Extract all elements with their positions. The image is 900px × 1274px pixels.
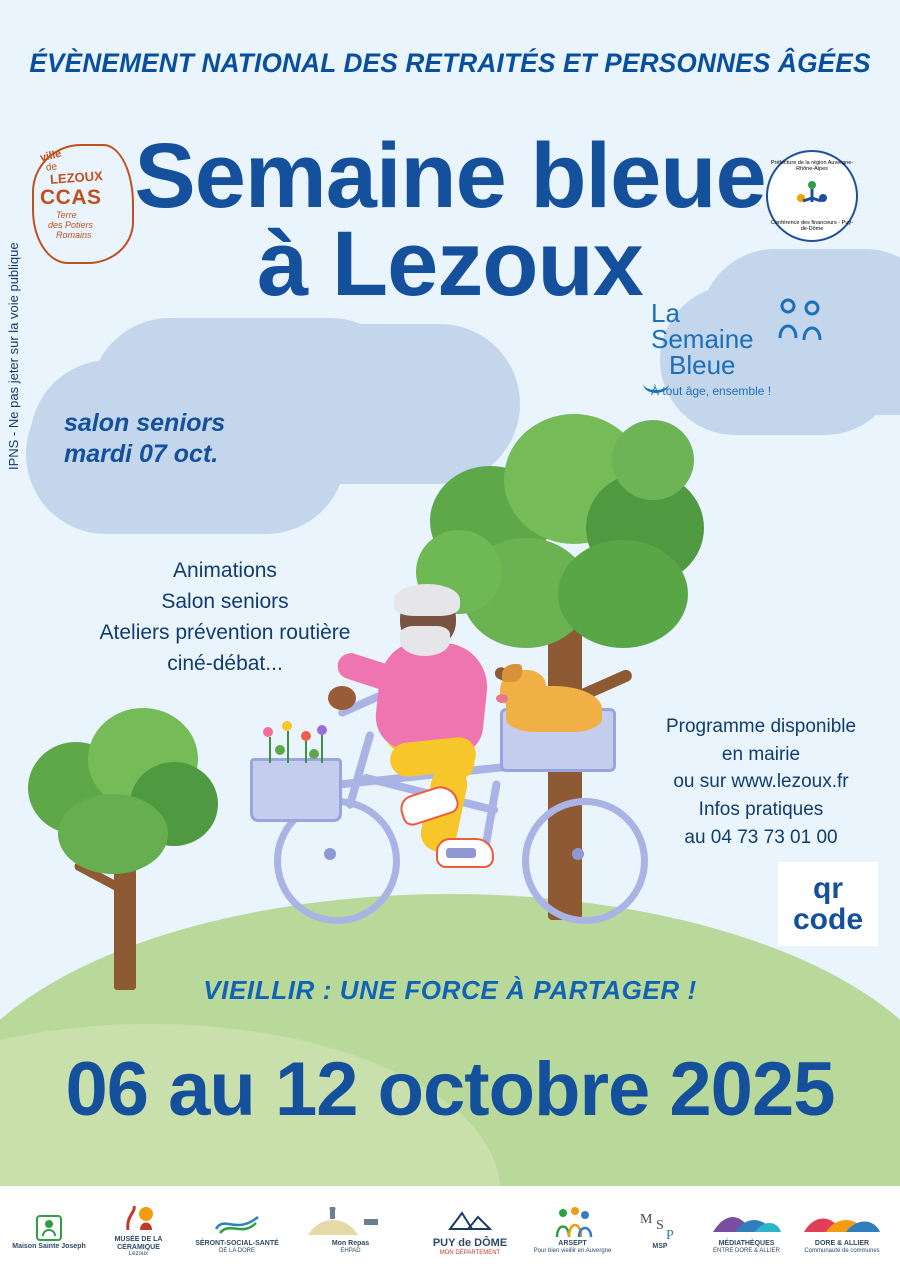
ccas-logo-ville: ville [38, 147, 63, 165]
svg-text:S: S [656, 1218, 664, 1234]
partner-logo [792, 1206, 892, 1255]
partner-logo-name: MUSÉE DE LA CÉRAMIQUE [114, 1235, 163, 1251]
partner-logo [619, 1209, 701, 1251]
flower-stem [305, 741, 307, 763]
rider-glove [328, 686, 356, 710]
partner-logo-name: SÉRONT-SOCIAL-SANTÉ [195, 1239, 279, 1247]
partner-logo-sub: ENTRE DORE & ALLIER [712, 1247, 781, 1254]
flower [275, 745, 285, 755]
partner-logo-sub: DE LA DORE [218, 1247, 255, 1254]
info-line: Infos pratiques [698, 799, 824, 821]
bicycle-rear-hub [324, 848, 336, 860]
bicycle-front-wheel [522, 798, 648, 924]
ccas-logo-lezoux: LEZOUX [49, 168, 104, 187]
mountain-icon [416, 1203, 524, 1237]
two-people-icon [770, 296, 830, 344]
dore-allier-waves-icon [794, 1206, 890, 1240]
salon-seniors-block [64, 408, 225, 471]
bicycle-fork [345, 730, 375, 809]
partner-logo-sub: Communauté de communes [804, 1247, 880, 1254]
dog-ear [502, 664, 522, 682]
salon-seniors-line2: mardi 07 oct. [64, 440, 219, 469]
prefecture-logo-bottom-text: Conférence des financeurs - Puy-de-Dôme [771, 220, 853, 232]
tree-leaf [58, 794, 168, 874]
partner-logo [702, 1206, 792, 1255]
ccas-logo-ccas: CCAS [40, 186, 102, 209]
bicycle-front-hub [572, 848, 584, 860]
partner-logo-sub: MON DÉPARTEMENT [439, 1249, 501, 1256]
info-line: en mairie [721, 743, 801, 765]
flower-stem [287, 731, 289, 763]
ccas-logo-terre: Terre [56, 210, 77, 220]
flower [301, 731, 311, 741]
salon-seniors-line1: salon seniors [64, 409, 226, 437]
semaine-bleue-logo [643, 300, 838, 435]
ipns-notice: IPNS - Ne pas jeter sur la voie publique [6, 242, 21, 470]
wave-leaf-icon [189, 1206, 285, 1240]
partner-logo-name: DORE & ALLIER [814, 1239, 870, 1247]
practical-info-block [646, 713, 876, 852]
media-waves-icon [704, 1206, 790, 1240]
qr-code-line2: code [792, 903, 864, 936]
bicycle-pedal [446, 848, 476, 858]
people-group-icon [529, 1206, 617, 1240]
partner-logo-name: PUY de DÔME [432, 1237, 508, 1250]
rider-hair [394, 584, 460, 616]
qr-code-line1: qr [813, 871, 843, 905]
page-title-line2: à Lezoux [257, 213, 643, 316]
illustration-cyclist-with-dog [250, 590, 670, 940]
partner-logo-sub: EHPAD [340, 1247, 361, 1254]
msp-monogram-icon [621, 1209, 699, 1243]
list-item: Ateliers prévention routière [99, 621, 351, 645]
partner-logo-sub: Pour bien vieillir en Auvergne [533, 1247, 612, 1254]
ccas-logo-de: de [45, 161, 58, 174]
ccas-logo-romains: Romains [56, 230, 92, 240]
partner-logo-name: ARSEPT [558, 1239, 587, 1247]
partner-logo-name: MÉDIATHÈQUES [718, 1239, 775, 1247]
dog-tongue [496, 694, 508, 703]
partner-logo [187, 1206, 287, 1255]
list-item: ciné-débat... [167, 652, 283, 676]
partner-logo-name: MSP [652, 1243, 668, 1251]
slogan: VIEILLIR : UNE FORCE À PARTAGER ! [203, 975, 697, 1005]
info-line: Programme disponible [665, 716, 857, 737]
flower-stem [269, 737, 271, 763]
partner-logo-name: Mon Repas [331, 1239, 370, 1247]
info-line: ou sur www.lezoux.fr [673, 771, 849, 793]
ceramic-vase-icon [93, 1202, 185, 1236]
partner-logo [527, 1206, 619, 1255]
svg-text:M: M [640, 1212, 653, 1228]
semaine-bleue-tagline: À tout âge, ensemble ! [651, 384, 772, 398]
rider-beard [400, 626, 450, 656]
semaine-bleue-word-la: La [651, 298, 680, 328]
list-item: Animations [173, 559, 277, 582]
qr-code-placeholder[interactable] [778, 862, 878, 946]
partner-logo-name: Maison Sainte Joseph [12, 1243, 86, 1251]
info-line: au 04 73 73 01 00 [684, 826, 838, 848]
svg-text:P: P [666, 1228, 674, 1244]
flower [263, 727, 273, 737]
event-dates: 06 au 12 octobre 2025 [65, 1047, 835, 1132]
partner-logo [91, 1202, 187, 1258]
list-item: Salon seniors [161, 590, 289, 614]
flower [309, 749, 319, 759]
partner-logo-sub: Lezoux [128, 1251, 149, 1258]
partner-logo-strip [0, 1186, 900, 1274]
small-tree [10, 690, 230, 980]
flower-stem [321, 735, 323, 763]
bicycle-flower-basket [250, 758, 342, 822]
flower [317, 725, 327, 735]
house-person-icon [10, 1209, 88, 1243]
ccas-logo-potiers: des Potiers [48, 220, 94, 230]
flower [282, 721, 292, 731]
partner-logo [288, 1206, 414, 1255]
page-header-title: ÉVÈNEMENT NATIONAL DES RETRAITÉS ET PERSONNES ÂGÉES [29, 48, 871, 78]
semaine-bleue-word-bleue: Bleue [669, 350, 736, 380]
dome-building-icon [290, 1206, 412, 1240]
partner-logo [8, 1209, 90, 1251]
semaine-bleue-word-semaine: Semaine [651, 324, 754, 354]
semaine-bleue-swoosh-icon [643, 374, 669, 393]
prefecture-logo-top-text: Préfecture de la région Auvergne-Rhône-Alpes [770, 160, 854, 172]
page-title-line1: Semaine bleue [134, 125, 766, 227]
partner-logo [414, 1203, 526, 1256]
